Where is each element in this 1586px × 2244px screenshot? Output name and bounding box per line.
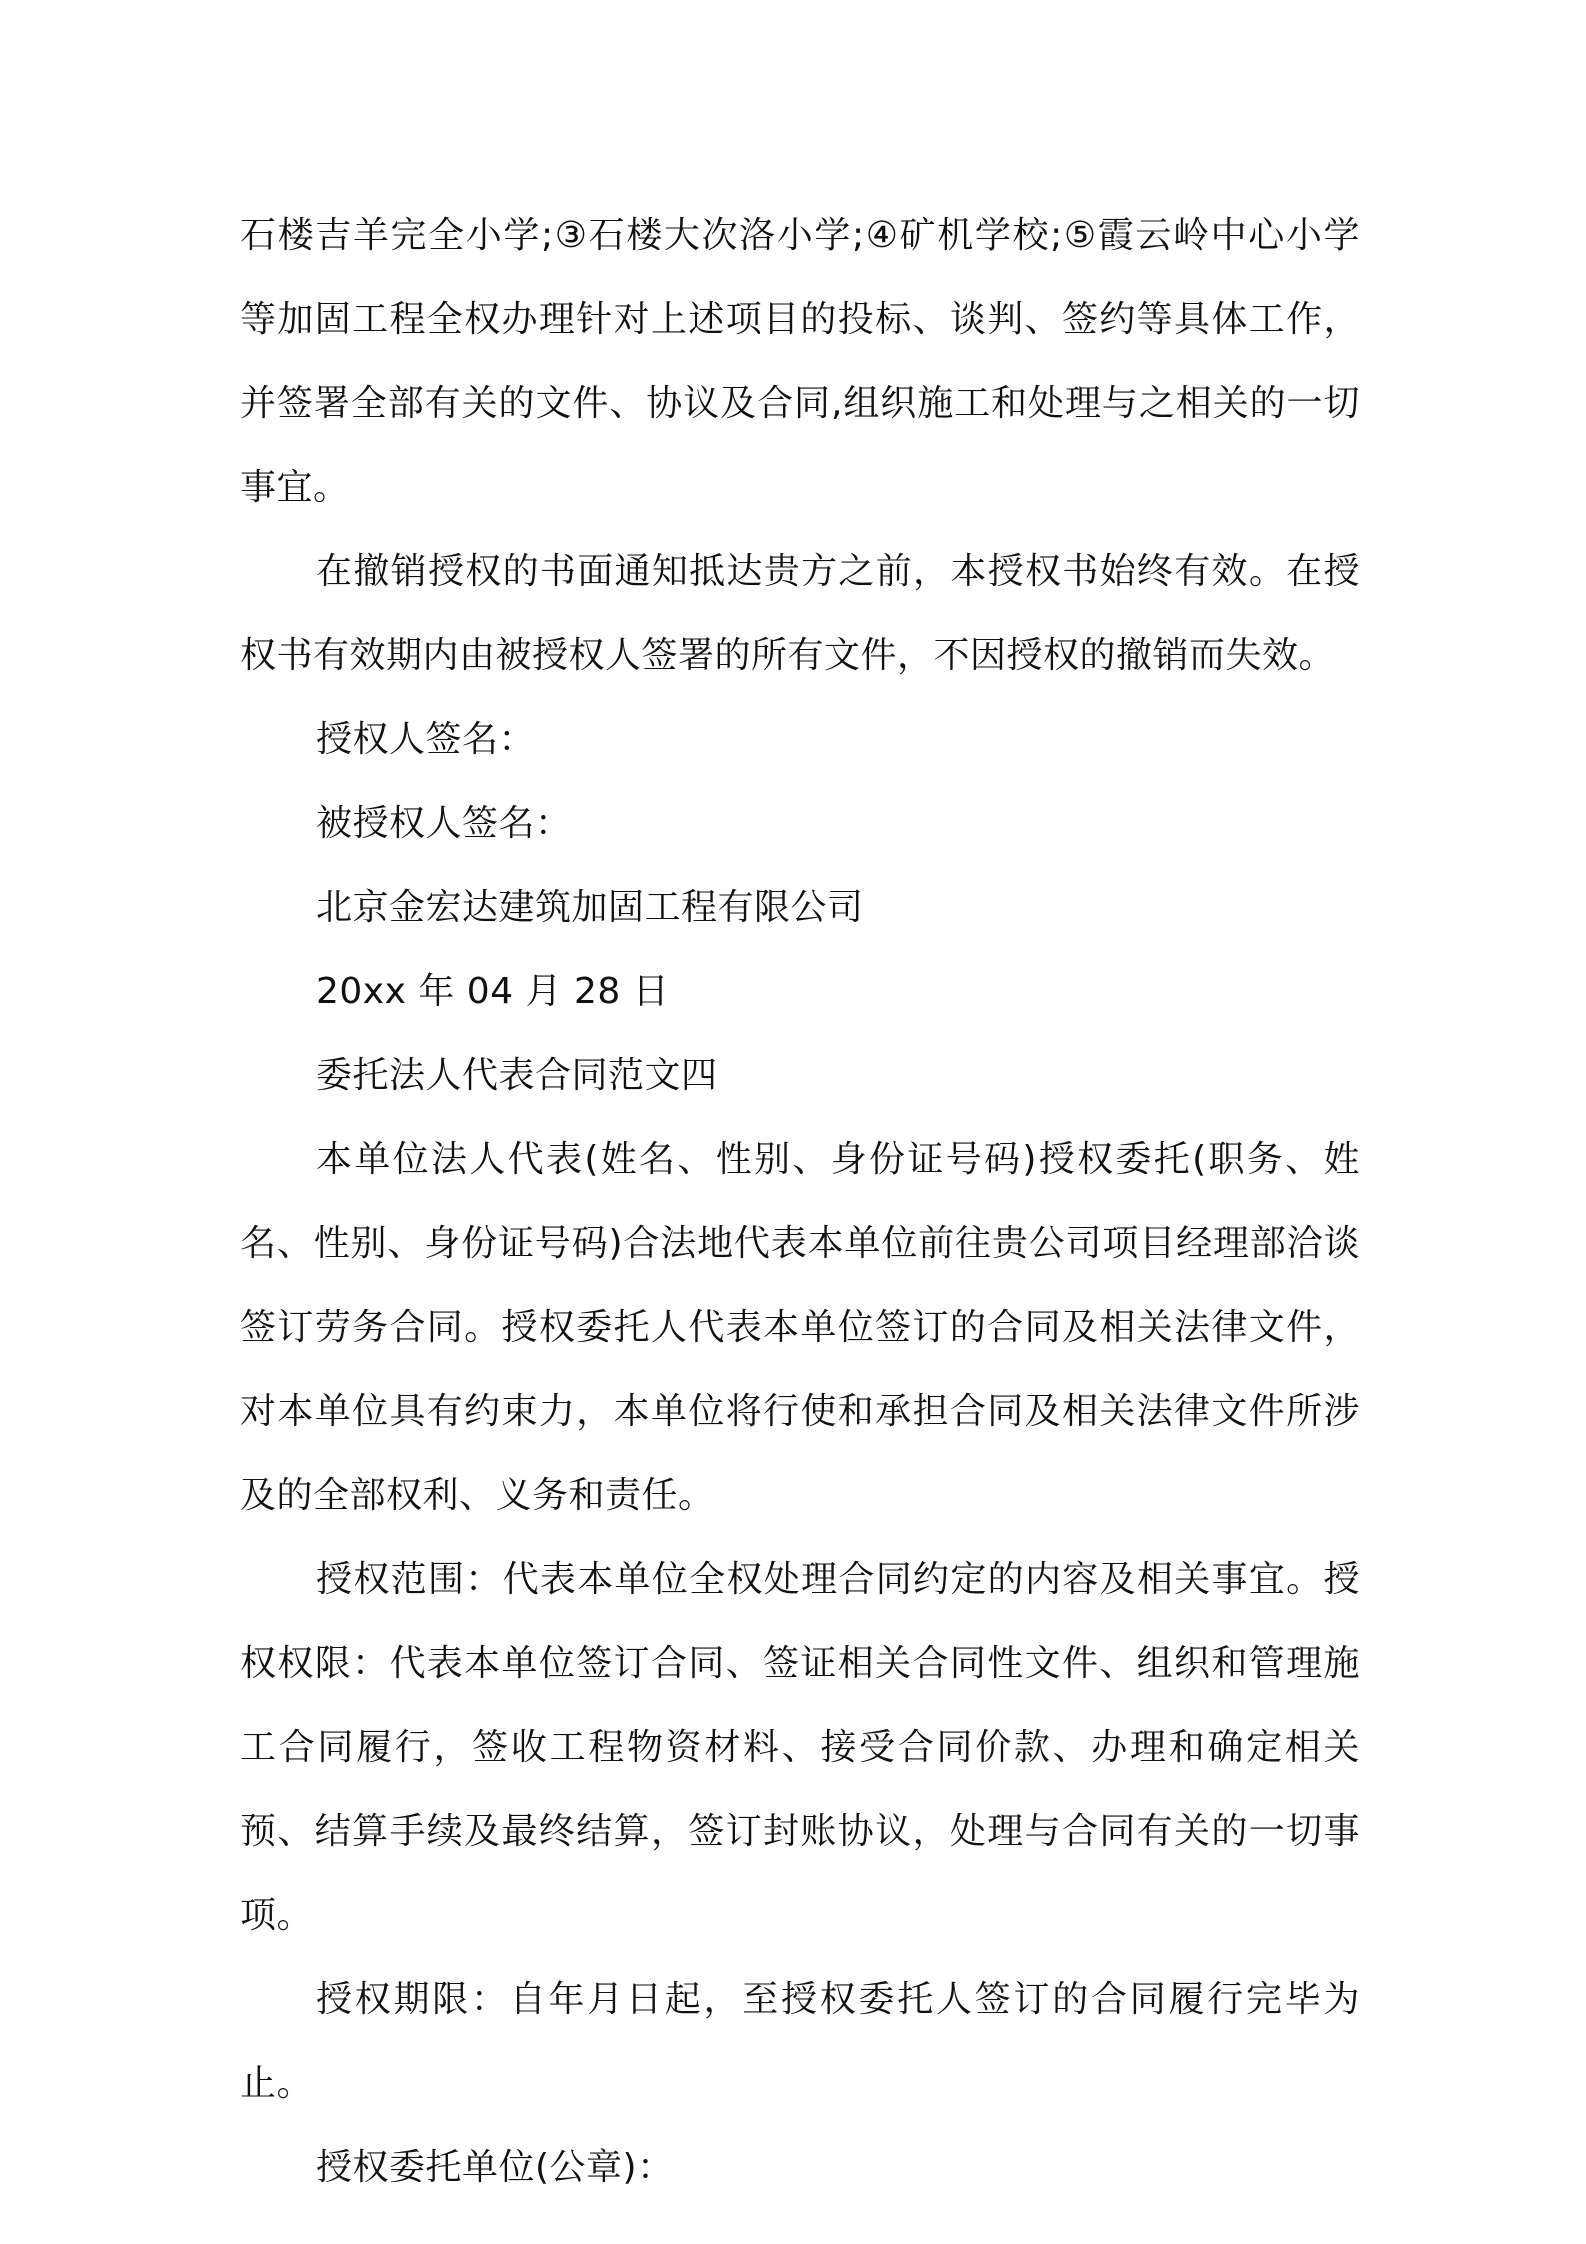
- entrusting-unit-seal-line: 授权委托单位(公章)：: [316, 2147, 674, 2188]
- section-heading: 委托法人代表合同范文四: [316, 1055, 718, 1096]
- paragraph-authorization-scope: 授权范围：代表本单位全权处理合同约定的内容及相关事宜。授权权限：代表本单位签订合同、签证相关合同性文件、组织和管理施工合同履行，签收工程物资材料、接受合同价款、办理和确定相关预、结算手续及最终结算，签订封账协议，处理与合同有关的一切事项。: [240, 1559, 1360, 1936]
- authorizer-signature-line: 授权人签名：: [316, 719, 536, 760]
- paragraph-authorization-period: 授权期限：自年月日起，至授权委托人签订的合同履行完毕为止。: [240, 1979, 1360, 2104]
- paragraph-validity: 在撤销授权的书面通知抵达贵方之前，本授权书始终有效。在授权书有效期内由被授权人签署的所有文件，不因授权的撤销而失效。: [240, 551, 1360, 676]
- paragraph-scope-continuation: 石楼吉羊完全小学;③石楼大次洛小学;④矿机学校;⑤霞云岭中心小学等加固工程全权办理针对上述项目的投标、谈判、签约等具体工作，并签署全部有关的文件、协议及合同,组织施工和处理与之相关的一切事宜。: [240, 215, 1360, 508]
- authorized-person-signature-line: 被授权人签名：: [316, 803, 572, 844]
- paragraph-representative: 本单位法人代表(姓名、性别、身份证号码)授权委托(职务、姓名、性别、身份证号码)合法地代表本单位前往贵公司项目经理部洽谈签订劳务合同。授权委托人代表本单位签订的合同及相关法律文件，对本单位具有约束力，本单位将行使和承担合同及相关法律文件所涉及的全部权利、义务和责任。: [240, 1139, 1360, 1516]
- document-page: [240, 194, 1360, 2210]
- document-date: 20xx 年 04 月 28 日: [316, 971, 670, 1012]
- company-name: 北京金宏达建筑加固工程有限公司: [316, 887, 864, 928]
